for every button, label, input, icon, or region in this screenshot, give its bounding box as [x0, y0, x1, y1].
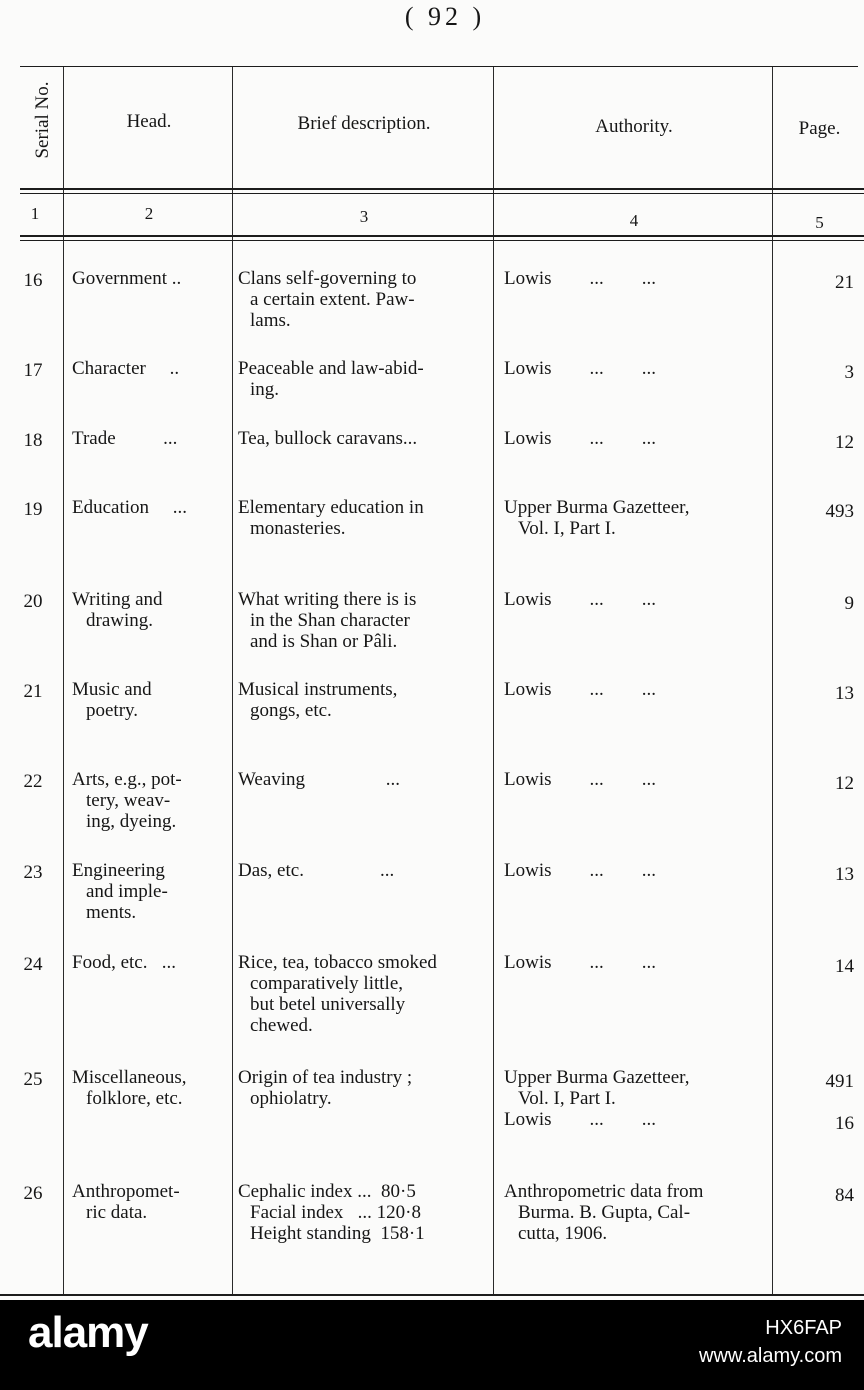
authority-line: Burma. B. Gupta, Cal- [518, 1202, 691, 1223]
description-cell [238, 1067, 488, 1109]
description-line: a certain extent. Paw- [250, 289, 415, 310]
head-line: Education ... [72, 497, 188, 518]
authority-line: Lowis ... ... [504, 952, 656, 973]
authority-cell [504, 679, 769, 700]
description-line: ing. [250, 379, 280, 400]
description-line: in the Shan character [250, 610, 410, 631]
page-cell [782, 362, 854, 383]
authority-cell [504, 1181, 769, 1244]
head-line: and imple- [86, 881, 168, 902]
column-number: 4 [629, 211, 639, 230]
description-line: Das, etc. ... [238, 860, 395, 881]
authority-cell [504, 428, 769, 449]
description-line: Clans self-governing to [238, 268, 417, 289]
head-line: Arts, e.g., pot- [72, 769, 182, 790]
page-cell [782, 956, 854, 977]
head-line: Engineering [72, 860, 165, 881]
authority-line: Lowis ... ... [504, 589, 656, 610]
header-rule [20, 188, 864, 190]
page-cell [782, 432, 854, 453]
description-cell [238, 860, 488, 881]
authority-line: Upper Burma Gazetteer, [504, 497, 690, 518]
page-line: 21 [835, 272, 854, 293]
head-line: ric data. [86, 1202, 148, 1223]
site-url: www.alamy.com [699, 1345, 842, 1367]
column-number: 2 [144, 204, 154, 223]
description-line: Musical instruments, [238, 679, 398, 700]
serial-cell: 16 [23, 270, 43, 291]
head-cell [72, 769, 222, 832]
page-cell [782, 683, 854, 704]
description-cell [238, 497, 488, 539]
description-line: Peaceable and law-abid- [238, 358, 424, 379]
authority-cell [504, 952, 769, 973]
description-cell [238, 679, 488, 721]
head-line: folklore, etc. [86, 1088, 183, 1109]
head-line: Food, etc. ... [72, 952, 176, 973]
page-line: 13 [835, 864, 854, 885]
header-rule-thin [20, 193, 864, 194]
description-line: gongs, etc. [250, 700, 332, 721]
description-line: Rice, tea, tobacco smoked [238, 952, 437, 973]
authority-line: Lowis ... ... [504, 769, 656, 790]
serial-cell: 26 [23, 1183, 43, 1204]
column-number: 5 [815, 213, 824, 232]
head-line: Writing and [72, 589, 163, 610]
serial-cell: 18 [23, 430, 43, 451]
column-number: 1 [30, 204, 40, 223]
head-cell [72, 589, 222, 631]
page-line: 3 [844, 362, 854, 383]
serial-cell: 25 [23, 1069, 43, 1090]
page-line: 84 [835, 1185, 854, 1206]
head-cell [72, 1181, 222, 1223]
description-cell [238, 358, 488, 400]
authority-cell [504, 497, 769, 539]
head-cell [72, 860, 222, 923]
head-line: drawing. [86, 610, 154, 631]
page-line [782, 1092, 854, 1113]
page-cell [782, 864, 854, 885]
image-credit [699, 1314, 842, 1370]
description-line: Facial index ... 120·8 [250, 1202, 421, 1223]
head-cell [72, 679, 222, 721]
head-line: Anthropomet- [72, 1181, 180, 1202]
bottom-rule [0, 1294, 864, 1296]
authority-cell [504, 769, 769, 790]
description-line: and is Shan or Pâli. [250, 631, 398, 652]
column-rule [493, 66, 494, 1296]
page-cell [782, 1071, 854, 1134]
head-line: tery, weav- [86, 790, 171, 811]
description-line: ophiolatry. [250, 1088, 332, 1109]
page-cell [782, 1185, 854, 1206]
head-line: poetry. [86, 700, 139, 721]
column-number: 3 [359, 207, 369, 226]
page-cell [782, 501, 854, 522]
header-description: Brief description. [297, 113, 431, 134]
head-line: Character .. [72, 358, 180, 379]
description-line: comparatively little, [250, 973, 404, 994]
authority-line: Vol. I, Part I. [518, 1088, 616, 1109]
description-line: Cephalic index ... 80·5 [238, 1181, 416, 1202]
serial-cell: 24 [23, 954, 43, 975]
page-line: 12 [835, 773, 854, 794]
column-rule [772, 66, 773, 1296]
description-line: Origin of tea industry ; [238, 1067, 413, 1088]
description-line: chewed. [250, 1015, 313, 1036]
description-line: Height standing 158·1 [250, 1223, 425, 1244]
image-id: HX6FAP [765, 1317, 842, 1339]
page-cell [782, 593, 854, 614]
description-cell [238, 769, 488, 790]
head-cell [72, 268, 222, 289]
alamy-logo: alamy [28, 1308, 148, 1357]
header-serial [28, 60, 58, 180]
description-line: What writing there is is [238, 589, 417, 610]
page-line: 16 [835, 1113, 854, 1134]
page-line: 9 [844, 593, 854, 614]
authority-line: Lowis ... ... [504, 358, 656, 379]
serial-cell: 20 [23, 591, 43, 612]
header-head: Head. [126, 111, 172, 132]
head-line: ments. [86, 902, 137, 923]
authority-line: Lowis ... ... [504, 1109, 656, 1130]
head-cell [72, 428, 222, 449]
authority-line: Anthropometric data from [504, 1181, 704, 1202]
description-cell [238, 428, 488, 449]
description-cell [238, 589, 488, 652]
authority-line: Lowis ... ... [504, 860, 656, 881]
authority-cell [504, 589, 769, 610]
authority-line: Upper Burma Gazetteer, [504, 1067, 690, 1088]
header-authority: Authority. [595, 116, 673, 137]
page-number: ( 92 ) [404, 2, 486, 31]
head-line: Miscellaneous, [72, 1067, 187, 1088]
description-cell [238, 1181, 488, 1244]
serial-cell: 22 [23, 771, 43, 792]
authority-cell [504, 1067, 769, 1130]
description-line: Weaving ... [238, 769, 401, 790]
top-rule [20, 66, 858, 67]
head-line: Music and [72, 679, 152, 700]
description-line: lams. [250, 310, 291, 331]
serial-cell: 19 [23, 499, 43, 520]
authority-line: Vol. I, Part I. [518, 518, 616, 539]
serial-cell: 17 [23, 360, 43, 381]
page-line: 14 [835, 956, 854, 977]
column-rule [232, 66, 233, 1296]
serial-cell: 21 [23, 681, 43, 702]
serial-cell: 23 [23, 862, 43, 883]
head-line: Trade ... [72, 428, 178, 449]
authority-cell [504, 860, 769, 881]
head-cell [72, 358, 222, 379]
page-cell [782, 272, 854, 293]
page-cell [782, 773, 854, 794]
head-line: ing, dyeing. [86, 811, 177, 832]
colnum-rule-thin [20, 240, 864, 241]
description-line: Elementary education in [238, 497, 424, 518]
head-cell [72, 1067, 222, 1109]
page-line: 12 [835, 432, 854, 453]
authority-line: Lowis ... ... [504, 679, 656, 700]
authority-line: cutta, 1906. [518, 1223, 608, 1244]
description-line: monasteries. [250, 518, 346, 539]
description-line: but betel universally [250, 994, 406, 1015]
head-line: Government .. [72, 268, 182, 289]
header-page: Page. [798, 118, 841, 139]
description-line: Tea, bullock caravans... [238, 428, 418, 449]
page-line: 491 [825, 1071, 854, 1092]
head-cell [72, 952, 222, 973]
header-serial-label: Serial No. [32, 81, 53, 159]
authority-cell [504, 358, 769, 379]
authority-line: Lowis ... ... [504, 428, 656, 449]
authority-cell [504, 268, 769, 289]
authority-line: Lowis ... ... [504, 268, 656, 289]
description-cell [238, 952, 488, 1036]
page-line: 493 [825, 501, 854, 522]
column-rule [63, 66, 64, 1296]
description-cell [238, 268, 488, 331]
page-line: 13 [835, 683, 854, 704]
head-cell [72, 497, 222, 518]
colnum-rule [20, 235, 864, 237]
